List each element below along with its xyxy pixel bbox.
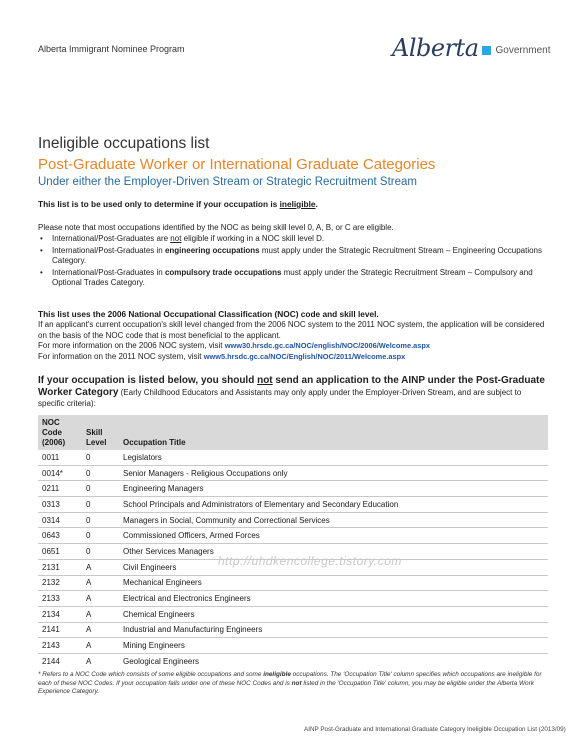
bullet-text: International/Post-Graduates in [52,245,165,255]
occupation-title-cell: Mechanical Engineers [119,575,548,591]
skill-level-cell: A [82,575,119,591]
footnote [38,671,550,697]
bullet-bold: engineering occupations [164,245,260,255]
page-subheading: Under either the Employer-Driven Stream or Strategic Recruitment Stream [38,176,418,188]
listed-text: If your occupation is listed below, you should [38,375,258,386]
intro-text: This list is to be used only to determine if your occupation is [38,199,280,209]
skill-level-cell: 0 [82,528,119,544]
listed-text: send an application to the AINP under the Post-Graduate Worker Category [38,375,545,398]
skill-level-cell: A [86,656,92,666]
skill-level-cell: A [82,591,119,607]
skill-level-cell: 0 [82,465,119,481]
occupation-title-cell: Engineering Managers [119,481,548,497]
table-header-row [38,415,548,450]
listed-note: (Early Childhood Educators and Assistants may only apply under the Employer-Driven Stream, and are subject to specific criteria): [38,387,522,408]
noc-code-cell: 0314 [38,512,82,528]
listed-underlined: not [257,375,273,386]
noc-2006-line [38,341,548,352]
noc-code-cell: 2132 [38,575,82,591]
footnote-bold: ineligible [263,671,291,678]
footnote-text: occupations. The 'Occupation Title' column specifies which occupations are ineligible for each of these NOC Codes. If your occupation falls under one of these NOC Codes and is [38,671,542,687]
bullet-underlined: not [170,234,182,243]
table-row [38,528,548,544]
listed-warning [38,375,550,410]
table-row [38,465,548,481]
table-row [38,575,548,591]
page-footer: AINP Post-Graduate and International Graduate Category Ineligible Occupation List (2013/09) [304,726,566,733]
skill-level-cell: 0 [82,481,119,497]
skill-level-cell: A [82,606,119,622]
occupation-title-cell: Industrial and Manufacturing Engineers [119,622,548,638]
eligibility-bullet-list [38,234,548,290]
noc-2011-line [38,352,548,363]
page-title: Ineligible occupations list [38,135,210,152]
occupation-title-cell: Electrical and Electronics Engineers [119,591,548,607]
intro-statement [38,199,318,209]
noc-code-cell: 2134 [38,606,82,622]
program-name: Alberta Immigrant Nominee Program [38,44,185,54]
bullet-text: International/Post-Graduates in [52,267,165,277]
table-row [38,481,548,497]
table-row [38,512,548,528]
table-row [38,606,548,622]
skill-level-cell: 0 [82,450,119,465]
occupation-title-cell: School Principals and Administrators of Elementary and Secondary Education [119,497,548,513]
occupation-title-cell: Senior Managers - Religious Occupations only [119,465,548,481]
occupation-title-cell: Other Services Managers [119,544,548,560]
noc-code-cell: 2141 [38,622,82,638]
noc-code-cell: 0011 [38,450,82,465]
alberta-government-logo [392,32,551,60]
bullet-text: must apply under the Strategic Recruitment Stream – Engineering Occupations Category. [52,245,543,265]
bullet-text: International/Post-Graduates are [52,234,171,243]
noc-explanation: If an applicant's current occupation's skill level changed from the 2006 NOC system to the 2011 NOC system, the application will be considered on the basis of the NOC code that is most beneficial to the applicant. [38,320,545,340]
list-item [38,268,548,289]
table-row [38,497,548,513]
skill-level-cell: 0 [82,497,119,513]
skill-level-cell: 0 [82,544,119,560]
occupation-title-cell: Chemical Engineers [119,606,548,622]
bullet-text: must apply under the Strategic Recruitment Stream – Compulsory and Optional Trades Category. [52,267,533,287]
page-subtitle: Post-Graduate Worker or International Graduate Categories [38,156,436,173]
noc-2011-link[interactable]: www5.hrsdc.gc.ca/NOC/English/NOC/2011/Welcome.aspx [203,351,406,361]
occupation-title-cell: Mining Engineers [119,638,548,654]
intro-period: . [315,199,318,209]
table-row [38,622,548,638]
table-row [38,591,548,607]
logo-square-icon [482,46,491,55]
footnote-bold: not [291,679,302,687]
noc-info [38,320,548,362]
list-item [38,246,548,267]
occupation-title-cell: Geological Engineers [123,656,200,666]
noc-code-cell: 0651 [38,544,82,560]
bullet-bold: compulsory trade occupations [164,267,282,277]
noc-code-cell: 0643 [38,528,82,544]
header-noc-code: NOC Code (2006) [38,415,82,450]
occupation-title-cell: Civil Engineers [119,559,548,575]
noc-code-cell: 2144 [42,656,60,666]
noc-code-cell: 2133 [38,591,82,607]
eligibility-note: Please note that most occupations identified by the NOC as being skill level 0, A, B, or C are eligible. [38,223,394,232]
table-header [38,415,548,450]
table-row [38,638,548,654]
logo-government-text: Government [495,45,551,56]
footnote-text: listed in the 'Occupation Title' column, you may be eligible under the Alberta Work Experience Category. [38,679,534,695]
skill-level-cell: A [82,638,119,654]
header-skill-level: Skill Level [82,415,119,450]
list-item [38,234,548,245]
noc-heading: This list uses the 2006 National Occupational Classification (NOC) code and skill level. [38,309,379,319]
noc-code-cell: 2131 [38,559,82,575]
occupation-table [38,415,548,669]
table-row [38,653,548,668]
noc-code-cell: 0313 [38,497,82,513]
table-row [38,450,548,465]
occupation-title-cell: Managers in Social, Community and Correctional Services [119,512,548,528]
noc-2006-link[interactable]: www30.hrsdc.gc.ca/NOC/english/NOC/2006/Welcome.aspx [224,341,430,350]
bullet-text: eligible if working in a NOC skill level D. [181,234,325,243]
watermark: http://uhdkencollege.tistory.com [218,554,402,568]
noc-code-cell: 2143 [38,638,82,654]
occupation-title-cell: Commissioned Officers, Armed Forces [119,528,548,544]
noc-code-cell: 0014* [38,465,82,481]
noc-code-cell: 0211 [38,481,82,497]
skill-level-cell: A [82,559,119,575]
footnote-text: * Refers to a NOC Code which consists of some eligible occupations and some [38,671,264,678]
skill-level-cell: A [82,622,119,638]
logo-wordmark: Alberta [392,34,479,62]
noc-2011-text: For information on the 2011 NOC system, visit [38,351,204,361]
header-occupation-title: Occupation Title [119,415,548,450]
noc-2006-text: For more information on the 2006 NOC system, visit [38,341,225,350]
occupation-title-cell: Legislators [119,450,548,465]
intro-underlined: ineligible [279,199,316,209]
skill-level-cell: 0 [82,512,119,528]
